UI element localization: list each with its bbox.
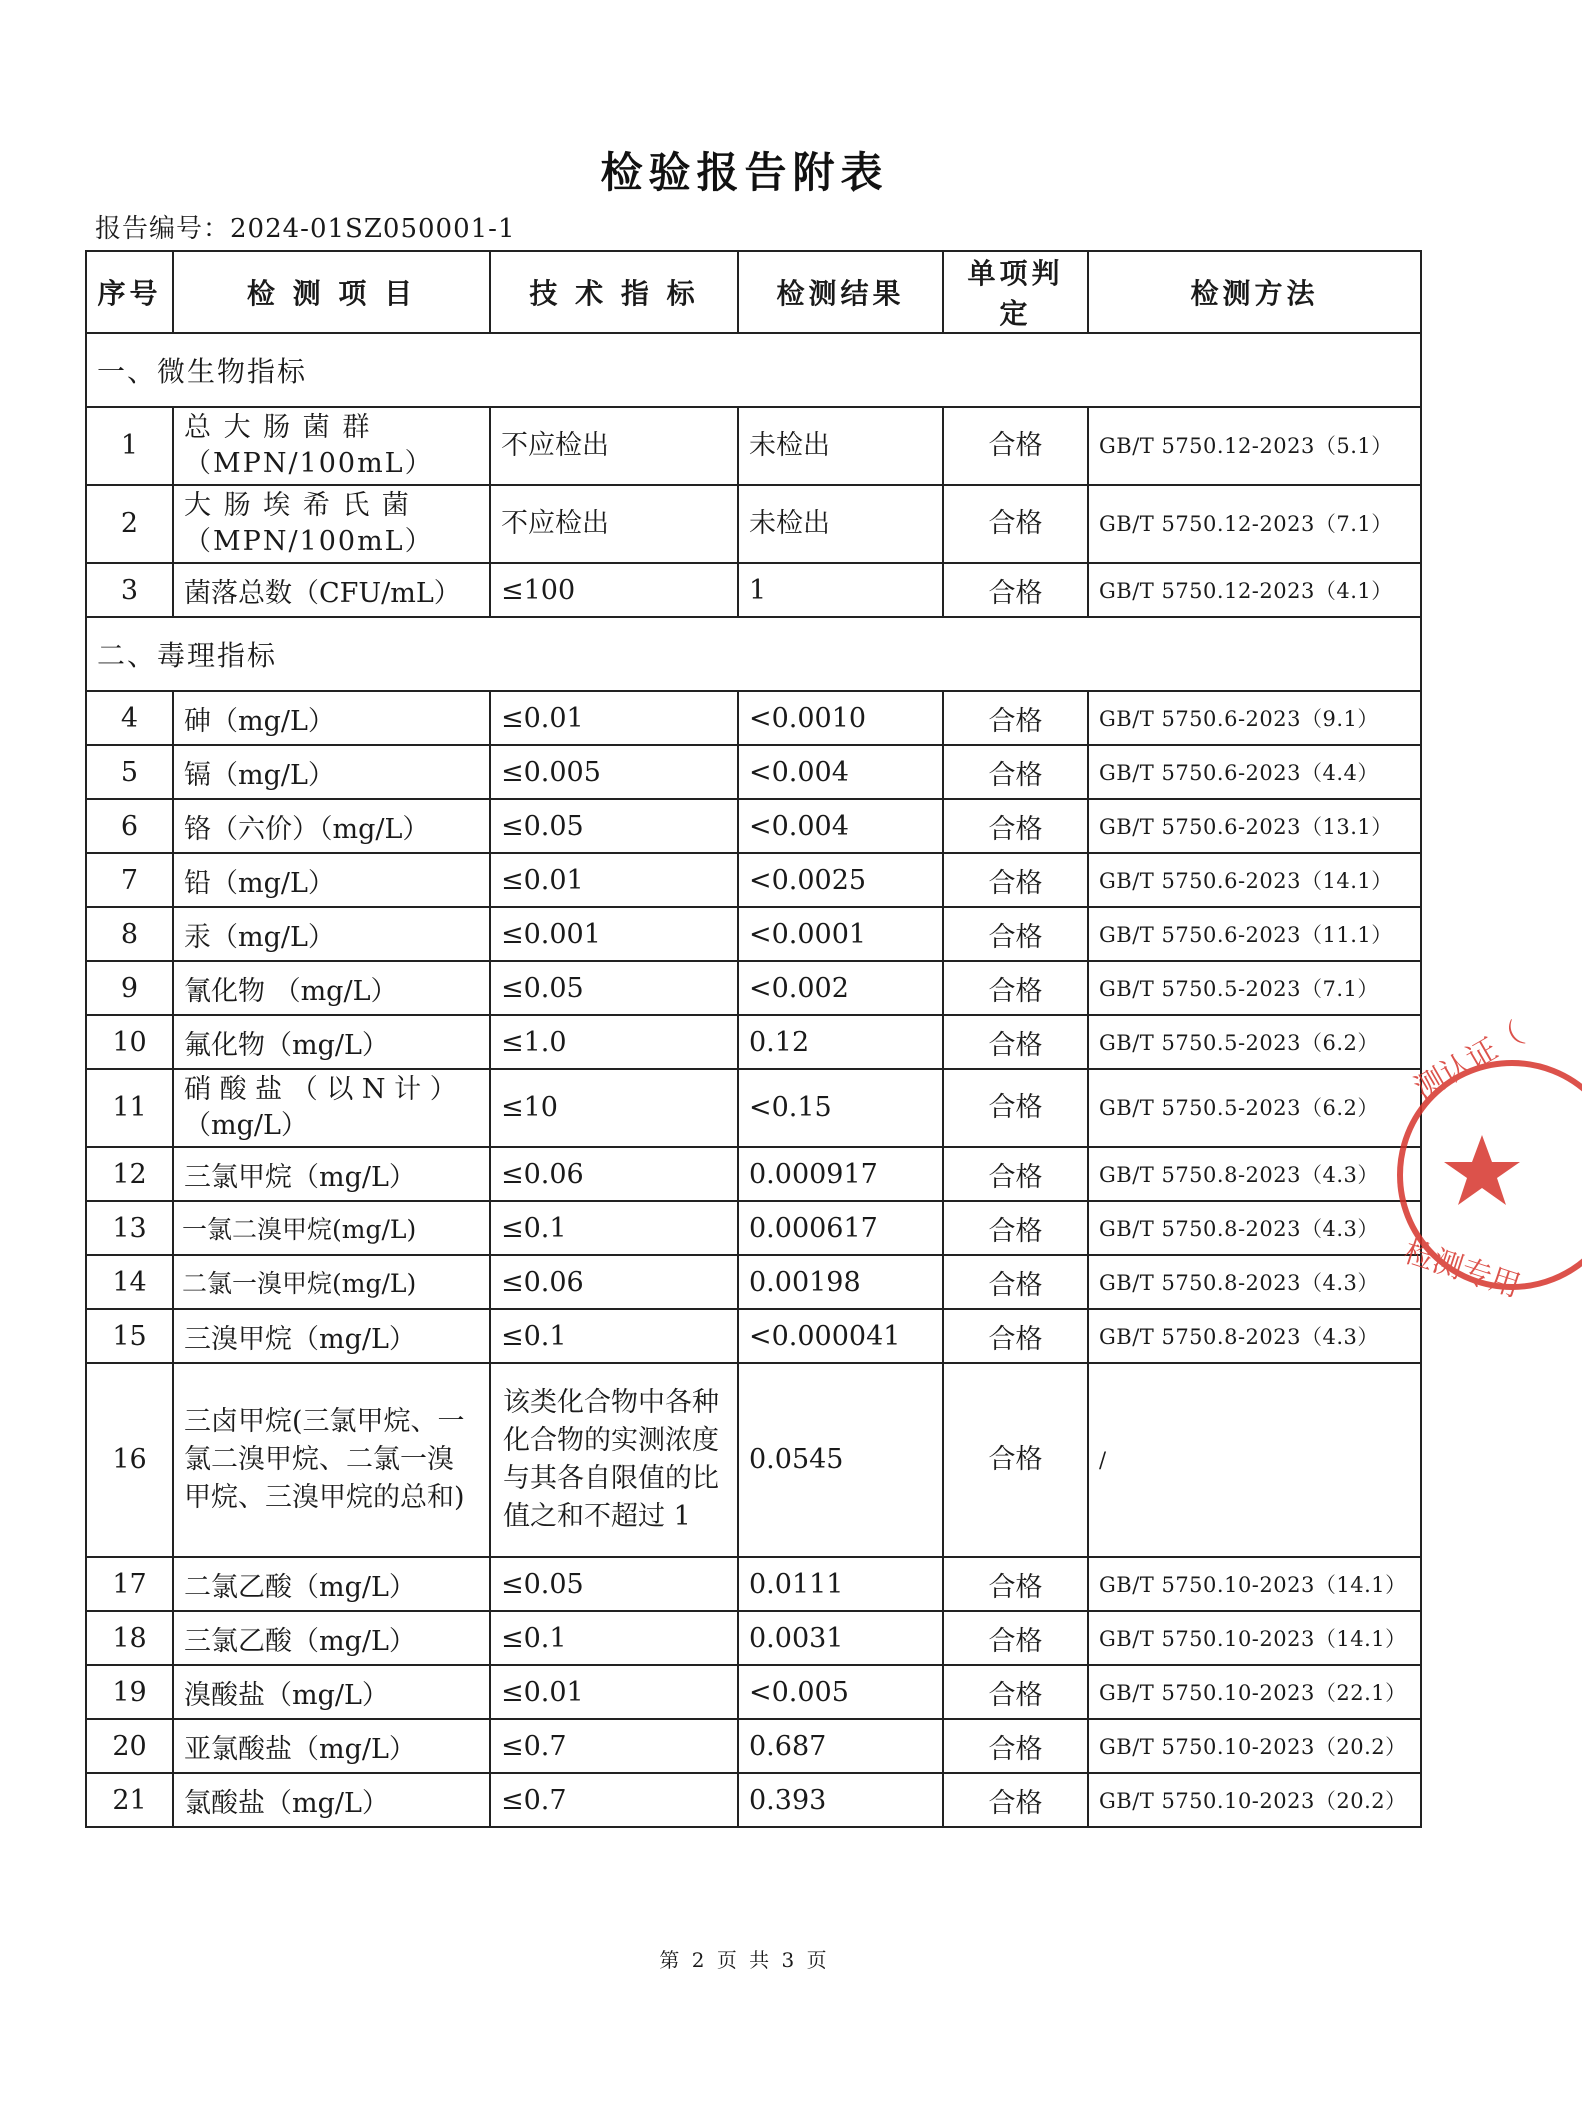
cell-spec: ≤0.05 [490, 961, 738, 1015]
table-row [86, 799, 1421, 853]
cell-result: 0.12 [738, 1015, 943, 1069]
cell-no: 3 [86, 563, 173, 617]
cell-method: GB/T 5750.8-2023（4.3） [1088, 1309, 1421, 1363]
cell-judgement: 合格 [943, 563, 1088, 617]
section-row [86, 333, 1421, 407]
cell-spec: ≤0.01 [490, 853, 738, 907]
cell-spec: 不应检出 [490, 407, 738, 485]
cell-judgement: 合格 [943, 1255, 1088, 1309]
cell-item: 三溴甲烷（mg/L） [173, 1309, 490, 1363]
cell-item: 菌落总数（CFU/mL） [173, 563, 490, 617]
cell-no: 18 [86, 1611, 173, 1665]
cell-no: 17 [86, 1557, 173, 1611]
cell-item: 二氯一溴甲烷(mg/L) [173, 1255, 490, 1309]
cell-result: 0.000617 [738, 1201, 943, 1255]
cell-spec: ≤0.1 [490, 1611, 738, 1665]
cell-result: 0.0031 [738, 1611, 943, 1665]
cell-no: 8 [86, 907, 173, 961]
table-row [86, 1069, 1421, 1147]
cell-method: GB/T 5750.6-2023（4.4） [1088, 745, 1421, 799]
table-row [86, 1611, 1421, 1665]
cell-item: 砷（mg/L） [173, 691, 490, 745]
stamp-text-bottom: 检测专用 [1399, 1234, 1525, 1305]
cell-result: <0.004 [738, 745, 943, 799]
cell-method: GB/T 5750.5-2023（6.2） [1088, 1069, 1421, 1147]
cell-judgement: 合格 [943, 1773, 1088, 1827]
table-row [86, 961, 1421, 1015]
cell-no: 20 [86, 1719, 173, 1773]
cell-result: <0.002 [738, 961, 943, 1015]
cell-spec: ≤10 [490, 1069, 738, 1147]
cell-judgement: 合格 [943, 1201, 1088, 1255]
cell-judgement: 合格 [943, 407, 1088, 485]
cell-judgement: 合格 [943, 745, 1088, 799]
table-row [86, 563, 1421, 617]
cell-judgement: 合格 [943, 485, 1088, 563]
header-judgement: 单项判定 [943, 251, 1088, 333]
cell-item: 亚氯酸盐（mg/L） [173, 1719, 490, 1773]
cell-item: 铅（mg/L） [173, 853, 490, 907]
section-title-toxic: 二、毒理指标 [86, 617, 1421, 691]
table-row [86, 1665, 1421, 1719]
cell-item: 氰化物 （mg/L） [173, 961, 490, 1015]
cell-judgement: 合格 [943, 799, 1088, 853]
cell-no: 21 [86, 1773, 173, 1827]
table-row [86, 1773, 1421, 1827]
table-row [86, 1309, 1421, 1363]
cell-item: 汞（mg/L） [173, 907, 490, 961]
cell-item: 溴酸盐（mg/L） [173, 1665, 490, 1719]
cell-result: 1 [738, 563, 943, 617]
cell-method: GB/T 5750.10-2023（20.2） [1088, 1719, 1421, 1773]
cell-method: GB/T 5750.8-2023（4.3） [1088, 1147, 1421, 1201]
cell-result: 未检出 [738, 485, 943, 563]
cell-result: 0.0111 [738, 1557, 943, 1611]
section-row [86, 617, 1421, 691]
cell-spec: ≤0.7 [490, 1773, 738, 1827]
cell-method: GB/T 5750.8-2023（4.3） [1088, 1255, 1421, 1309]
table-row [86, 1201, 1421, 1255]
table-header-row [86, 251, 1421, 333]
cell-result: <0.15 [738, 1069, 943, 1147]
cell-no: 14 [86, 1255, 173, 1309]
cell-spec: ≤0.01 [490, 1665, 738, 1719]
cell-no: 5 [86, 745, 173, 799]
cell-no: 12 [86, 1147, 173, 1201]
cell-spec: ≤0.005 [490, 745, 738, 799]
cell-no: 6 [86, 799, 173, 853]
cell-method: GB/T 5750.5-2023（6.2） [1088, 1015, 1421, 1069]
table-row [86, 1557, 1421, 1611]
cell-item: 三氯甲烷（mg/L） [173, 1147, 490, 1201]
cell-result: 0.393 [738, 1773, 943, 1827]
cell-no: 13 [86, 1201, 173, 1255]
table-row [86, 407, 1421, 485]
cell-result: 0.687 [738, 1719, 943, 1773]
cell-result: <0.005 [738, 1665, 943, 1719]
cell-method: GB/T 5750.12-2023（7.1） [1088, 485, 1421, 563]
cell-no: 11 [86, 1069, 173, 1147]
cell-no: 7 [86, 853, 173, 907]
cell-spec: ≤0.1 [490, 1201, 738, 1255]
inspection-table [85, 250, 1422, 1828]
stamp-text-top: 测认证（ [1408, 1016, 1530, 1107]
table-row [86, 745, 1421, 799]
cell-judgement: 合格 [943, 1015, 1088, 1069]
cell-result: <0.004 [738, 799, 943, 853]
cell-result: 0.0545 [738, 1363, 943, 1557]
table-row [86, 1147, 1421, 1201]
header-method: 检测方法 [1088, 251, 1421, 333]
cell-spec: ≤0.05 [490, 799, 738, 853]
cell-method: / [1088, 1363, 1421, 1557]
cell-spec: 该类化合物中各种化合物的实测浓度与其各自限值的比值之和不超过 1 [490, 1363, 738, 1557]
page-footer: 第 2 页 共 3 页 [659, 1948, 830, 1972]
cell-method: GB/T 5750.6-2023（14.1） [1088, 853, 1421, 907]
cell-method: GB/T 5750.6-2023（13.1） [1088, 799, 1421, 853]
cell-no: 4 [86, 691, 173, 745]
table-row [86, 1719, 1421, 1773]
cell-no: 9 [86, 961, 173, 1015]
cell-item: 总 大 肠 菌 群（MPN/100mL） [173, 407, 490, 485]
cell-method: GB/T 5750.5-2023（7.1） [1088, 961, 1421, 1015]
cell-method: GB/T 5750.10-2023（20.2） [1088, 1773, 1421, 1827]
cell-judgement: 合格 [943, 907, 1088, 961]
cell-judgement: 合格 [943, 1363, 1088, 1557]
cell-spec: ≤0.05 [490, 1557, 738, 1611]
cell-result: 未检出 [738, 407, 943, 485]
cell-judgement: 合格 [943, 961, 1088, 1015]
cell-judgement: 合格 [943, 1309, 1088, 1363]
cell-no: 16 [86, 1363, 173, 1557]
header-seq: 序号 [86, 251, 173, 333]
cell-result: <0.0001 [738, 907, 943, 961]
cell-no: 10 [86, 1015, 173, 1069]
cell-judgement: 合格 [943, 1665, 1088, 1719]
cell-item: 二氯乙酸（mg/L） [173, 1557, 490, 1611]
cell-result: 0.000917 [738, 1147, 943, 1201]
table-row [86, 691, 1421, 745]
cell-judgement: 合格 [943, 691, 1088, 745]
cell-spec: ≤0.06 [490, 1147, 738, 1201]
cell-item: 氟化物（mg/L） [173, 1015, 490, 1069]
cell-method: GB/T 5750.8-2023（4.3） [1088, 1201, 1421, 1255]
cell-item: 氯酸盐（mg/L） [173, 1773, 490, 1827]
cell-judgement: 合格 [943, 853, 1088, 907]
cell-spec: ≤0.7 [490, 1719, 738, 1773]
cell-result: 0.00198 [738, 1255, 943, 1309]
cell-judgement: 合格 [943, 1069, 1088, 1147]
cell-item: 三卤甲烷(三氯甲烷、一氯二溴甲烷、二氯一溴甲烷、三溴甲烷的总和) [173, 1363, 490, 1557]
cell-item: 硝 酸 盐 （ 以 N 计 ）（mg/L） [173, 1069, 490, 1147]
cell-method: GB/T 5750.12-2023（4.1） [1088, 563, 1421, 617]
table-row [86, 1015, 1421, 1069]
cell-spec: ≤0.1 [490, 1309, 738, 1363]
cell-judgement: 合格 [943, 1147, 1088, 1201]
cell-method: GB/T 5750.6-2023（11.1） [1088, 907, 1421, 961]
cell-spec: 不应检出 [490, 485, 738, 563]
cell-judgement: 合格 [943, 1719, 1088, 1773]
cell-spec: ≤1.0 [490, 1015, 738, 1069]
cell-item: 镉（mg/L） [173, 745, 490, 799]
table-row [86, 1255, 1421, 1309]
cell-method: GB/T 5750.10-2023（22.1） [1088, 1665, 1421, 1719]
header-item: 检 测 项 目 [173, 251, 490, 333]
cell-item: 铬（六价）（mg/L） [173, 799, 490, 853]
cell-no: 15 [86, 1309, 173, 1363]
cell-spec: ≤0.001 [490, 907, 738, 961]
table-row [86, 1363, 1421, 1557]
cell-spec: ≤100 [490, 563, 738, 617]
page-title: 检验报告附表 [600, 148, 889, 197]
cell-spec: ≤0.01 [490, 691, 738, 745]
table-row [86, 907, 1421, 961]
header-spec: 技 术 指 标 [490, 251, 738, 333]
cell-no: 1 [86, 407, 173, 485]
cell-result: <0.0025 [738, 853, 943, 907]
cell-no: 2 [86, 485, 173, 563]
cell-judgement: 合格 [943, 1611, 1088, 1665]
cell-judgement: 合格 [943, 1557, 1088, 1611]
cell-result: <0.000041 [738, 1309, 943, 1363]
cell-method: GB/T 5750.12-2023（5.1） [1088, 407, 1421, 485]
table-row [86, 485, 1421, 563]
cell-result: <0.0010 [738, 691, 943, 745]
cell-method: GB/T 5750.10-2023（14.1） [1088, 1611, 1421, 1665]
section-title-micro: 一、微生物指标 [86, 333, 1421, 407]
table-row [86, 853, 1421, 907]
cell-item: 三氯乙酸（mg/L） [173, 1611, 490, 1665]
cell-method: GB/T 5750.6-2023（9.1） [1088, 691, 1421, 745]
cell-spec: ≤0.06 [490, 1255, 738, 1309]
cell-item: 大 肠 埃 希 氏 菌（MPN/100mL） [173, 485, 490, 563]
cell-item: 一氯二溴甲烷(mg/L) [173, 1201, 490, 1255]
cell-method: GB/T 5750.10-2023（14.1） [1088, 1557, 1421, 1611]
report-number: 报告编号：2024-01SZ050001-1 [95, 214, 516, 244]
cell-no: 19 [86, 1665, 173, 1719]
header-result: 检测结果 [738, 251, 943, 333]
